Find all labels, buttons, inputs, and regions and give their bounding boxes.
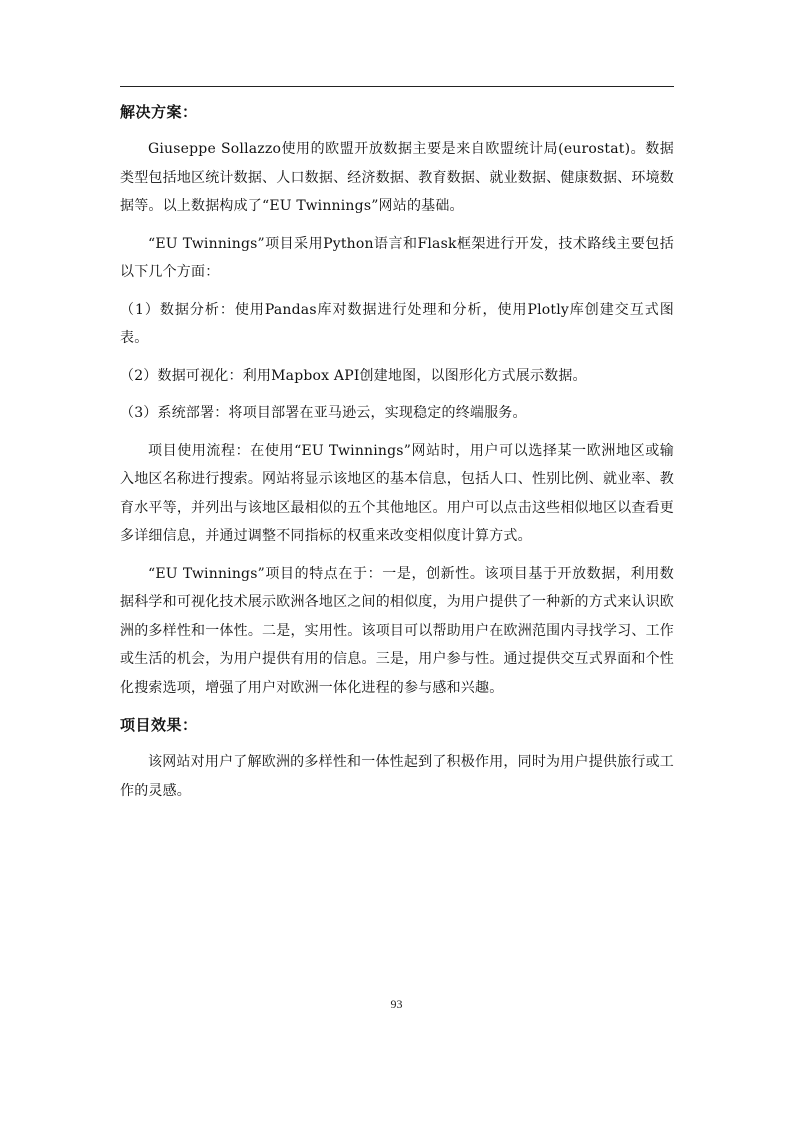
paragraph-effect: 该网站对用户了解欧洲的多样性和一体性起到了积极作用，同时为用户提供旅行或工作的灵感。	[120, 754, 674, 799]
page-number: 93	[390, 997, 403, 1011]
effect-heading: 项目效果：	[120, 716, 198, 734]
paragraph-item-deployment: （3）系统部署：将项目部署在亚马逊云，实现稳定的终端服务。	[120, 405, 527, 421]
paragraph-features: “EU Twinnings”项目的特点在于：一是，创新性。该项目基于开放数据，利用数据科学和可视化技术展示欧洲各地区之间的相似度，为用户提供了一种新的方式来认识欧洲的多样性和一体性。二是，实用性。该项目可以帮助用户在欧洲范围内寻找学习、工作或生活的机会，为用户提供有用的信息。三是，用户参与性。通过提供交互式界面和个性化搜索选项，增强了用户对欧洲一体化进程的参与感和兴趣。	[120, 565, 674, 696]
header-rule	[120, 86, 674, 87]
paragraph-data-source: Giuseppe Sollazzo使用的欧盟开放数据主要是来自欧盟统计局(eurostat)。数据类型包括地区统计数据、人口数据、经济数据、教育数据、就业数据、健康数据、环境数据等。以上数据构成了“EU Twinnings”网站的基础。	[120, 141, 674, 214]
solution-heading: 解决方案：	[120, 103, 198, 121]
paragraph-item-visualization: （2）数据可视化：利用Mapbox API创建地图，以图形化方式展示数据。	[120, 367, 587, 384]
page-body	[120, 96, 674, 805]
paragraph-item-data-analysis: （1）数据分析：使用Pandas库对数据进行处理和分析，使用Plotly库创建交互式图表。	[120, 301, 674, 346]
paragraph-usage-flow: 项目使用流程：在使用“EU Twinnings”网站时，用户可以选择某一欧洲地区或输入地区名称进行搜索。网站将显示该地区的基本信息，包括人口、性别比例、就业率、教育水平等，并列出与该地区最相似的五个其他地区。用户可以点击这些相似地区以查看更多详细信息，并通过调整不同指标的权重来改变相似度计算方式。	[120, 442, 674, 544]
paragraph-tech-route: “EU Twinnings”项目采用Python语言和Flask框架进行开发，技术路线主要包括以下几个方面：	[120, 235, 674, 280]
